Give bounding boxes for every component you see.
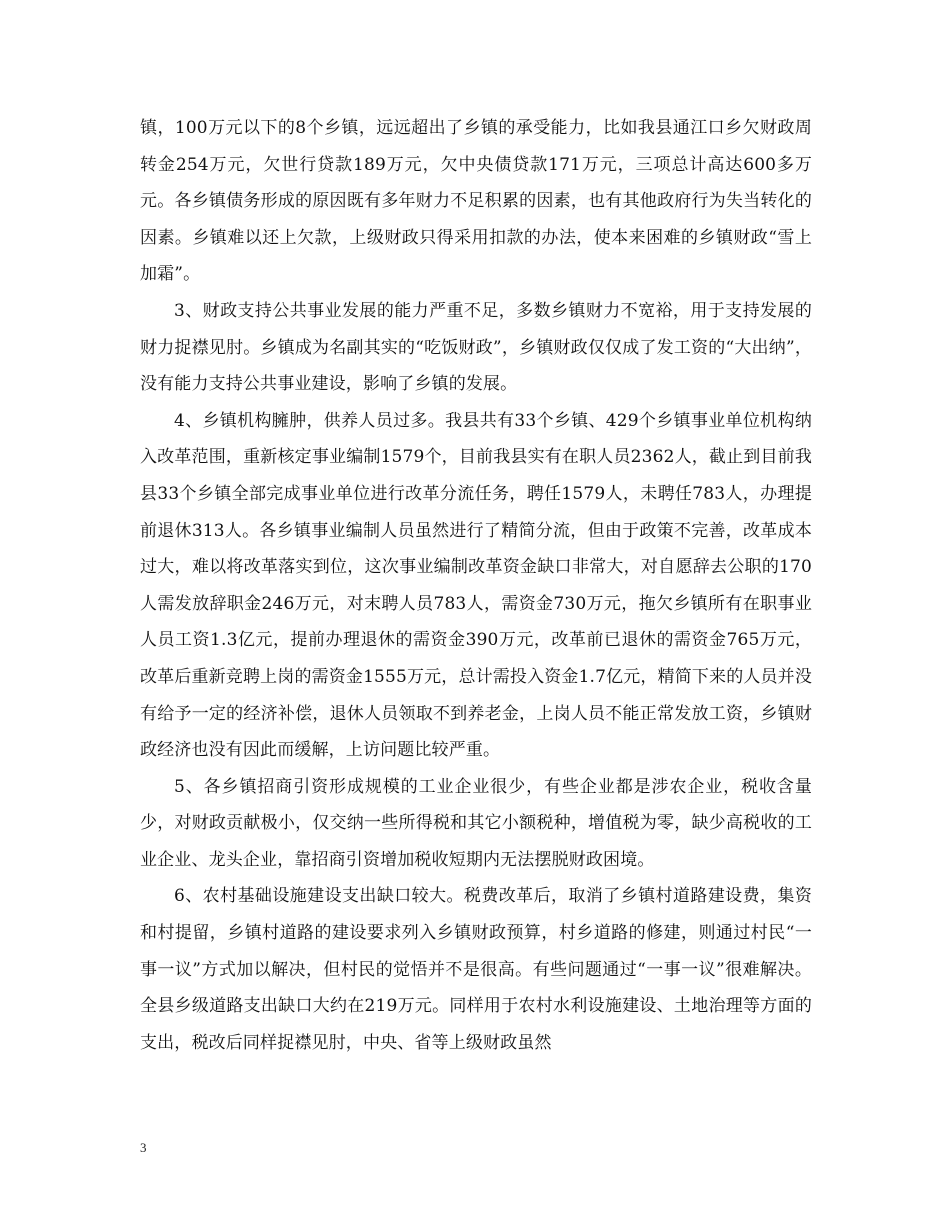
paragraph-item-4-staffing: 4、乡镇机构臃肿，供养人员过多。我县共有33个乡镇、429个乡镇事业单位机构纳入改革范围，重新核定事业编制1579个，目前我县实有在职人员2362人，截止到目前我县33个乡镇全部完成事业单位进行改革分流任务，聘任1579人，未聘任783人，办理提前退休313人。各乡镇事业编制人员虽然进行了精简分流，但由于政策不完善，改革成本过大，难以将改革落实到位，这次事业编制改革资金缺口非常大，对自愿辞去公职的170人需发放辞职金246万元，对末聘人员783人，需资金730万元，拖欠乡镇所有在职事业人员工资1.3亿元，提前办理退休的需资金390万元，改革前已退休的需资金765万元，改革后重新竞聘上岗的需资金1555万元，总计需投入资金1.7亿元，精简下来的人员并没有给予一定的经济补偿，退休人员领取不到养老金，上岗人员不能正常发放工资，乡镇财政经济也没有因此而缓解，上访问题比较严重。: [140, 410, 812, 761]
document-body: [140, 110, 812, 1061]
paragraph-item-5-investment: 5、各乡镇招商引资形成规模的工业企业很少，有些企业都是涉农企业，税收含量少，对财政贡献极小，仅交纳一些所得税和其它小额税种，增值税为零，缺少高税收的工业企业、龙头企业，靠招商引资增加税收短期内无法摆脱财政困境。: [140, 776, 812, 870]
page-number: 3: [140, 1140, 147, 1155]
paragraph-debt-continuation: 镇，100万元以下的8个乡镇，远远超出了乡镇的承受能力，比如我县通江口乡欠财政周转金254万元，欠世行贷款189万元，欠中央债贷款171万元，三项总计高达600多万元。各乡镇债务形成的原因既有多年财力不足积累的因素，也有其他政府行为失当转化的因素。乡镇难以还上欠款，上级财政只得采用扣款的办法，使本来困难的乡镇财政“雪上加霜”。: [140, 118, 812, 285]
paragraph-item-6-infrastructure: 6、农村基础设施建设支出缺口较大。税费改革后，取消了乡镇村道路建设费，集资和村提留，乡镇村道路的建设要求列入乡镇财政预算，村乡道路的修建，则通过村民“一事一议”方式加以解决，但村民的觉悟并不是很高。有些问题通过“一事一议”很难解决。全县乡级道路支出缺口大约在219万元。同样用于农村水利设施建设、土地治理等方面的支出，税改后同样捉襟见肘，中央、省等上级财政虽然: [140, 886, 812, 1053]
paragraph-item-3-public-services: 3、财政支持公共事业发展的能力严重不足，多数乡镇财力不宽裕，用于支持发展的财力捉襟见肘。乡镇成为名副其实的“吃饭财政”，乡镇财政仅仅成了发工资的“大出纳”，没有能力支持公共事业建设，影响了乡镇的发展。: [140, 300, 812, 395]
